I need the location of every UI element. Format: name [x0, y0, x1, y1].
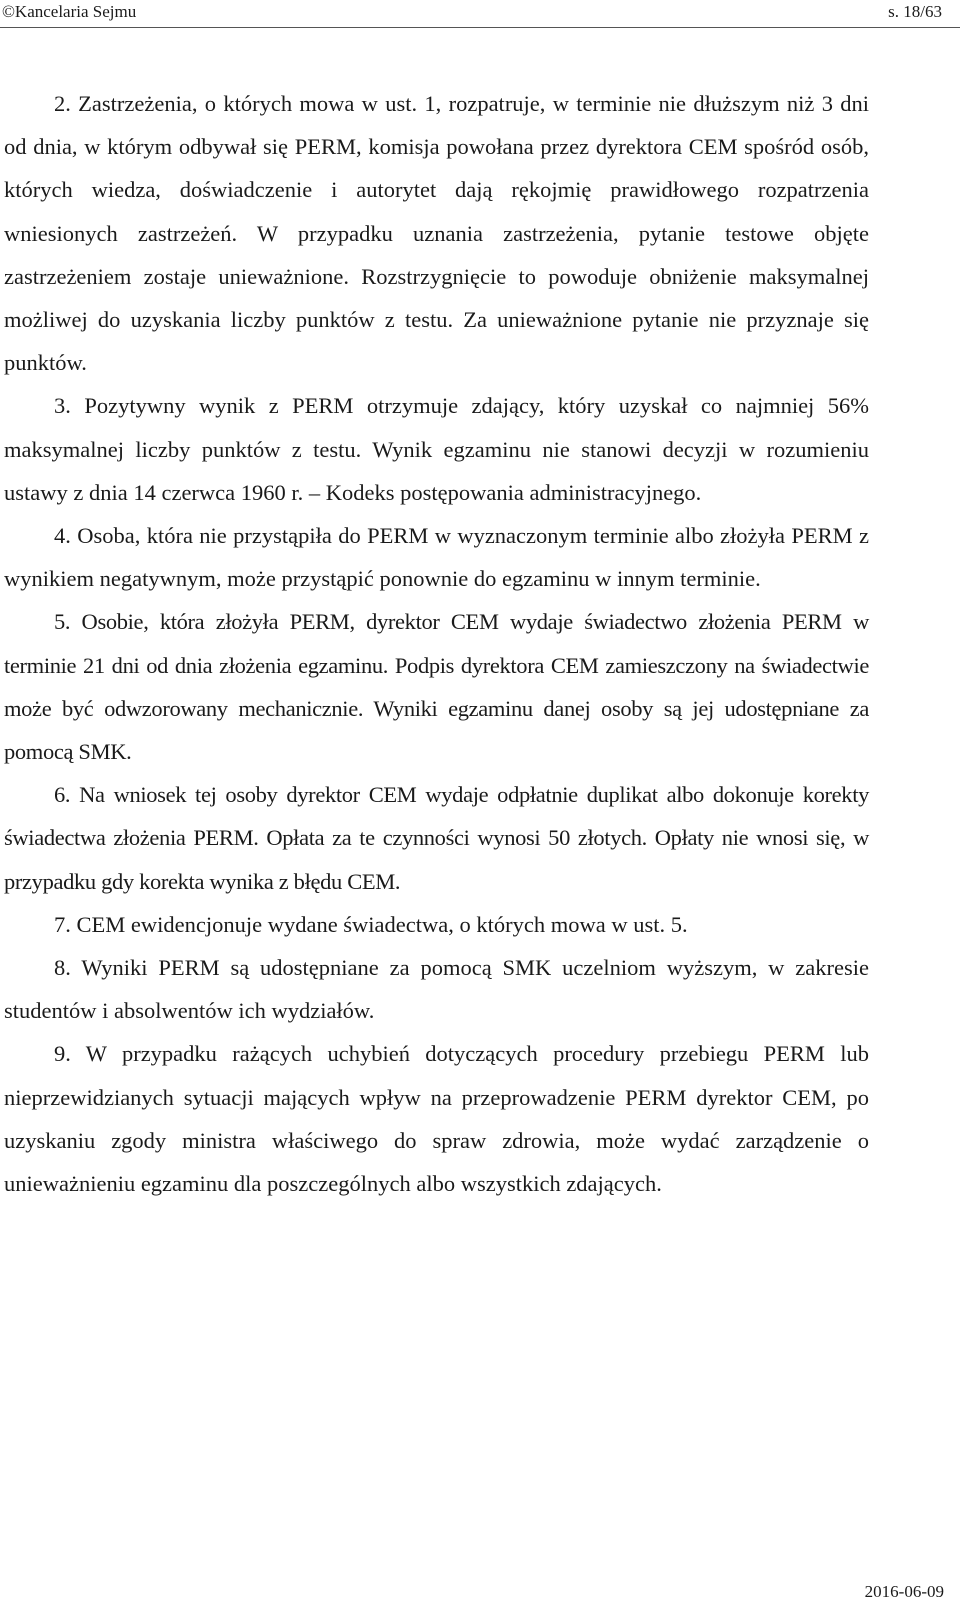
page-header	[0, 0, 960, 30]
header-divider	[0, 27, 960, 28]
paragraph-6: 6. Na wniosek tej osoby dyrektor CEM wydaje odpłatnie duplikat albo dokonuje korekty świadectwa złożenia PERM. Opłata za te czynności wynosi 50 złotych. Opłaty nie wnosi się, w przypadku gdy korekta wynika z błędu CEM.	[4, 782, 869, 894]
paragraph-2: 2. Zastrzeżenia, o których mowa w ust. 1, rozpatruje, w terminie nie dłuższym niż 3 dni od dnia, w którym odbywał się PERM, komisja powołana przez dyrektora CEM spośród osób, których wiedza, doświadczenie i autorytet dają rękojmię prawidłowego rozpatrzenia wniesionych zastrzeżeń. W przypadku uznania zastrzeżenia, pytanie testowe objęte zastrzeżeniem zostaje unieważnione. Rozstrzygnięcie to powoduje obniżenie maksymalnej możliwej do uzyskania liczby punktów z testu. Za unieważnione pytanie nie przyznaje się punktów.	[4, 91, 869, 376]
page-number: s. 18/63	[888, 2, 942, 21]
paragraph-8: 8. Wyniki PERM są udostępniane za pomocą SMK uczelniom wyższym, w zakresie studentów i absolwentów ich wydziałów.	[4, 955, 869, 1024]
paragraph-9: 9. W przypadku rażących uchybień dotyczących procedury przebiegu PERM lub nieprzewidzianych sytuacji mających wpływ na przeprowadzenie PERM dyrektor CEM, po uzyskaniu zgody ministra właściwego do spraw zdrowia, może wydać zarządzenie o unieważnieniu egzaminu dla poszczególnych albo wszystkich zdających.	[4, 1041, 869, 1197]
document-body	[4, 82, 869, 1205]
document-date: 2016-06-09	[864, 1582, 944, 1601]
paragraph-4: 4. Osoba, która nie przystąpiła do PERM w wyznaczonym terminie albo złożyła PERM z wynikiem negatywnym, może przystąpić ponownie do egzaminu w innym terminie.	[4, 523, 869, 592]
copyright-notice: ©Kancelaria Sejmu	[2, 2, 137, 21]
paragraph-7: 7. CEM ewidencjonuje wydane świadectwa, o których mowa w ust. 5.	[54, 911, 688, 937]
paragraph-5: 5. Osobie, która złożyła PERM, dyrektor CEM wydaje świadectwo złożenia PERM w terminie 21 dni od dnia złożenia egzaminu. Podpis dyrektora CEM zamieszczony na świadectwie może być odwzorowany mechanicznie. Wyniki egzaminu danej osoby są jej udostępniane za pomocą SMK.	[4, 609, 869, 765]
paragraph-3: 3. Pozytywny wynik z PERM otrzymuje zdający, który uzyskał co najmniej 56% maksymalnej liczby punktów z testu. Wynik egzaminu nie stanowi decyzji w rozumieniu ustawy z dnia 14 czerwca 1960 r. – Kodeks postępowania administracyjnego.	[4, 393, 869, 505]
